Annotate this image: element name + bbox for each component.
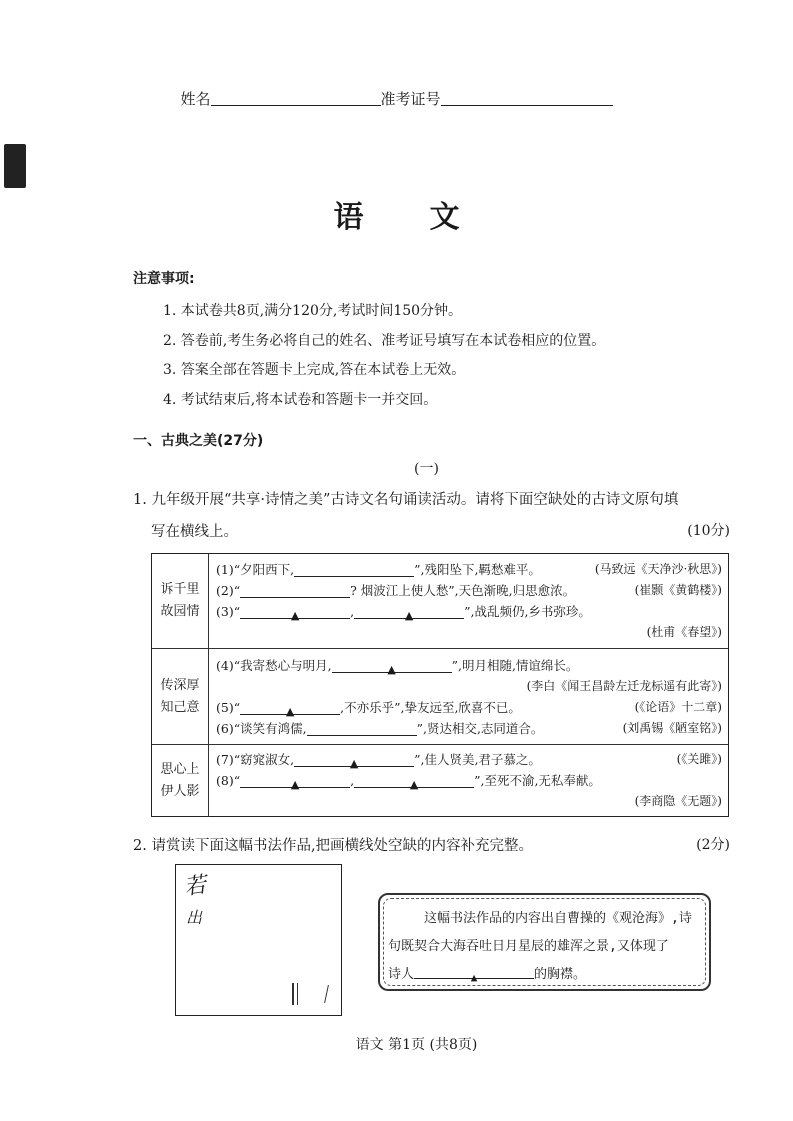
note-text: 这幅书法作品的内容出自曹操的《观沧海》,诗 句既契合大海吞吐日月星辰的雄浑之景,又体现了 诗人 ▲ 的胸襟。: [388, 911, 692, 984]
poem-line: (3)“ ▲ , ▲ ”,战乱频仍,乡书弥珍。: [216, 604, 591, 622]
answer-blank[interactable]: ▲: [332, 658, 452, 673]
poem-line: (4)“我寄愁心与明月, ▲ ”,明月相随,情谊绵长。: [216, 658, 579, 676]
poem-line: (5)“ ▲ ,不亦乐乎”,挚友远至,欣喜不已。 (《论语》十二章): [216, 700, 722, 718]
poem-table: [151, 553, 729, 817]
id-blank[interactable]: [441, 90, 613, 106]
calligraphy-glyph: 出: [186, 908, 203, 927]
poem-line: (杜甫《春望》): [646, 625, 722, 639]
subsection-heading: (一): [414, 461, 439, 477]
row-category: 诉千里 故园情: [152, 554, 209, 648]
poem-line: (6)“谈笑有鸿儒, ”,贤达相交,志同道合。 (刘禹锡《陋室铭》): [216, 721, 722, 736]
question-2-score: (2分): [696, 837, 730, 853]
poem-line: (1)“夕阳西下, ”,残阳坠下,羁愁难平。 (马致远《天净沙·秋思》): [216, 562, 722, 577]
answer-blank[interactable]: ▲: [240, 773, 350, 788]
question-1-text: 1. 九年级开展“共享·诗情之美”古诗文名句诵读活动。请将下面空缺处的古诗文原句填: [133, 492, 679, 508]
answer-blank[interactable]: ▲: [354, 773, 474, 788]
question-2-text: 2. 请赏读下面这幅书法作品,把画横线处空缺的内容补充完整。: [133, 838, 534, 854]
page-title: 语文: [333, 200, 526, 235]
answer-blank[interactable]: [307, 721, 417, 736]
poem-line: (李商隐《无题》): [634, 794, 722, 808]
poem-line: (8)“ ▲ , ▲ ”,至死不渝,无私奉献。: [216, 773, 601, 791]
id-label: 准考证号: [380, 90, 441, 108]
notice-list: [163, 297, 605, 415]
answer-blank[interactable]: ▲: [414, 964, 534, 979]
answer-blank[interactable]: ▲: [240, 700, 340, 715]
name-label: 姓名: [180, 90, 211, 108]
poem-line: (李白《闻王昌龄左迁龙标遥有此寄》): [526, 679, 722, 693]
notice-item: 3. 答案全部在答题卡上完成,答在本试卷上无效。: [163, 362, 466, 378]
notice-heading: 注意事项:: [133, 271, 195, 287]
answer-blank[interactable]: ▲: [294, 752, 414, 767]
row-category: 传深厚 知己意: [152, 649, 209, 744]
answer-blank[interactable]: ▲: [354, 604, 464, 619]
question-1-score: (10分): [687, 523, 730, 539]
page-footer: 语文 第1页 (共8页): [355, 1037, 478, 1053]
calligraphy-stroke: [292, 983, 298, 1005]
row-category: 思心上 伊人影: [152, 745, 209, 817]
table-row: [152, 745, 728, 817]
poem-line: (7)“窈窕淑女, ▲ ”,佳人贤美,君子慕之。 (《关雎》): [216, 752, 722, 770]
note-box: [378, 893, 711, 991]
table-row: [152, 554, 728, 649]
poem-line: (2)“ ? 烟波江上使人愁”,天色渐晚,归思愈浓。 (崔颢《黄鹤楼》): [216, 583, 722, 598]
calligraphy-stroke: [324, 985, 332, 1003]
binding-mark: [4, 144, 26, 188]
candidate-info: [0, 88, 793, 109]
name-blank[interactable]: [211, 90, 381, 106]
calligraphy-glyph: 若: [182, 872, 208, 901]
table-row: [152, 649, 728, 745]
answer-blank[interactable]: ▲: [240, 604, 350, 619]
notice-item: 1. 本试卷共8页,满分120分,考试时间150分钟。: [163, 303, 463, 319]
question-1-text-cont: 写在横线上。: [151, 524, 238, 540]
calligraphy-image: [175, 864, 342, 1016]
answer-blank[interactable]: [240, 583, 350, 598]
section-heading: 一、古典之美(27分): [133, 433, 264, 449]
notice-item: 2. 答卷前,考生务必将自己的姓名、准考证号填写在本试卷相应的位置。: [163, 332, 606, 349]
notice-item: 4. 考试结束后,将本试卷和答题卡一并交回。: [163, 391, 438, 408]
answer-blank[interactable]: [294, 562, 414, 577]
